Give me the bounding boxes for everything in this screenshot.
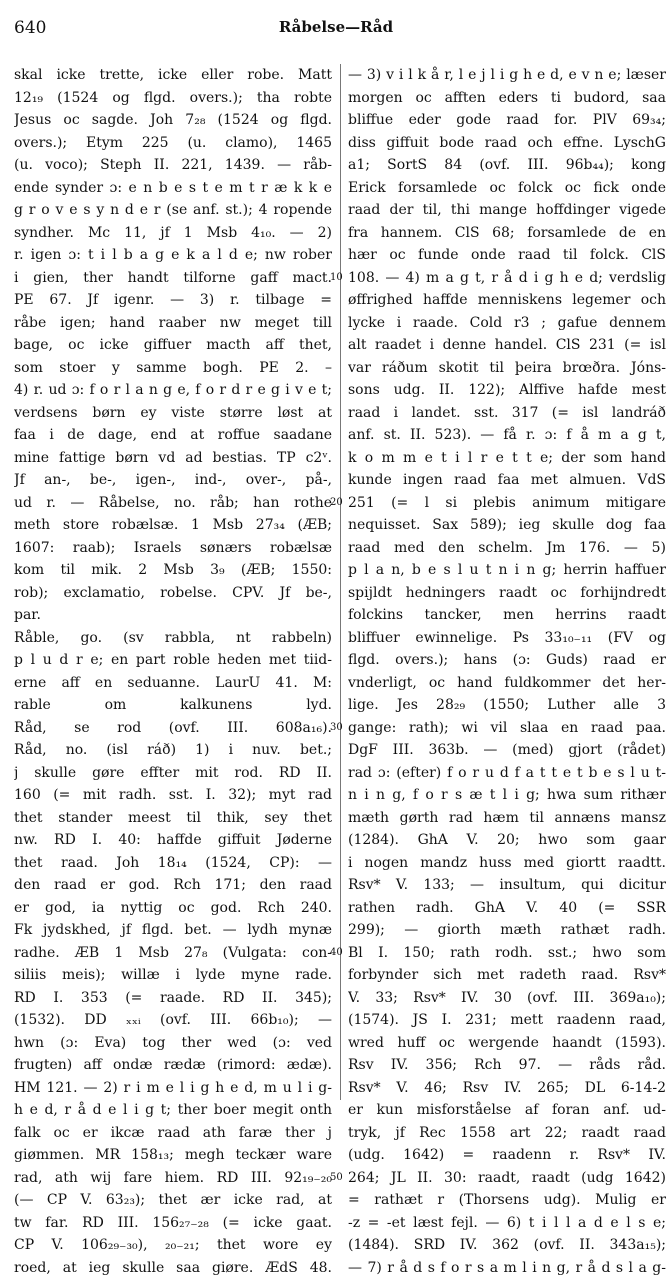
text-line: skal icke trette, icke eller robe. Matt [14,64,332,87]
text-line: er god, ia nyttig oc god. Rch 240. [14,897,332,920]
text-line: meth store robælsæ. 1 Msb 27₃₄ (ÆB; [14,514,332,537]
text-line: sons udg. II. 122); Alffive hafde mest [348,379,666,402]
text-line: den raad er god. Rch 171; den raad [14,874,332,897]
text-line: falk oc er ikcæ raad ath faræ ther j [14,1122,332,1145]
text-line: overs.); Etym 225 (u. clamo), 1465 [14,132,332,155]
text-line: n i n g, f o r s æ t l i g; hwa sum rithær [348,784,666,807]
text-line: raad i landet. sst. 317 (= isl landráð [348,402,666,425]
text-line: diss giffuit bode raad och effne. LyschG [348,132,666,155]
text-line: radhe. ÆB 1 Msb 27₈ (Vulgata: con- [14,942,332,965]
running-head: Råbelse—Råd [14,18,658,36]
text-line: (udg. 1642) = raadenn r. Rsv* IV. [348,1144,666,1167]
text-line: thet raad. Joh 18₁₄ (1524, CP): — [14,852,332,875]
left-column [14,64,332,1279]
line-number: 40 [330,942,343,965]
text-line: nw. RD I. 40: haffde giffuit Jøderne [14,829,332,852]
text-line: HM 121. — 2) r i m e l i g h e d, m u l i g- [14,1077,332,1100]
text-line: hær oc funde onde raad til folck. ClS [348,244,666,267]
text-line: kom til mik. 2 Msb 3₉ (ÆB; 1550: [14,559,332,582]
text-line: gange: rath); wi vil slaa en raad paa. [348,717,666,740]
text-line: alt raadet i denne handel. ClS 231 (= isl [348,334,666,357]
page-number: 640 [14,18,46,38]
text-line: DgF III. 363b. — (med) gjort (rådet) [348,739,666,762]
text-line: Råd, no. (isl ráð) 1) i nuv. bet.; [14,739,332,762]
line-number: 50 [330,1167,343,1190]
text-line: (— CP V. 63₂₃); thet ær icke rad, at [14,1189,332,1212]
text-line: i gien, ther handt tilforne gaff mact. [14,267,332,290]
text-line: wred huff oc wergende haandt (1593). [348,1032,666,1055]
text-line: V. 33; Rsv* IV. 30 (ovf. III. 369a₁₀); [348,987,666,1010]
text-line: Rsv* V. 46; Rsv IV. 265; DL 6-14-2 [348,1077,666,1100]
line-number: 20 [330,492,343,515]
text-line: lige. Jes 28₂₉ (1550; Luther alle 3 [348,694,666,717]
text-line: r. igen ɔ: t i l b a g e k a l d e; nw rober [14,244,332,267]
text-line: ud r. — Råbelse, no. råb; han rothe [14,492,332,515]
text-line: Erick forsamlede oc folck oc fick onde [348,177,666,200]
right-column [348,64,666,1279]
text-line: (1574). JS I. 231; mett raadenn raad, [348,1009,666,1032]
text-line: som stoer y samme bogh. PE 2. – [14,357,332,380]
text-line: var ráðum skotit til þeira brœðra. Jóns- [348,357,666,380]
text-line: flgd. overs.); hans (ɔ: Guds) raad er [348,649,666,672]
text-line: syndher. Mc 11, jf 1 Msb 4₁₀. — 2) [14,222,332,245]
text-line: 160 (= mit radh. sst. I. 32); myt rad [14,784,332,807]
text-line: kunde ingen raad faa met almuen. VdS [348,469,666,492]
text-line: 108. — 4) m a g t, r å d i g h e d; verdslig [348,267,666,290]
page-header [14,18,658,42]
text-line: par. [14,604,332,627]
text-line: p l u d r e; en part roble heden met tiid- [14,649,332,672]
text-line: thet stander meest til thik, sey thet [14,807,332,830]
text-line: 299); — giorth mæth rathæt radh. [348,919,666,942]
text-line: (1484). SRD IV. 362 (ovf. II. 343a₁₅); [348,1234,666,1257]
text-line: k o m m e t i l r e t t e; der som hand [348,447,666,470]
text-line: fra hannem. ClS 68; forsamlede de en [348,222,666,245]
text-line: Rsv IV. 356; Rch 97. — råds råd. [348,1054,666,1077]
text-line: 1607: raab); Israels sønærs robælsæ [14,537,332,560]
text-line: bage, oc icke giffuer macth aff thet, [14,334,332,357]
text-line: (1284). GhA V. 20; hwo som gaar [348,829,666,852]
text-line: forbynder sich met radeth raad. Rsv* [348,964,666,987]
text-line: erne aff en seduanne. LaurU 41. M: [14,672,332,695]
text-line: PE 67. Jf igenr. — 3) r. tilbage = [14,289,332,312]
text-line: RD I. 353 (= raade. RD II. 345); [14,987,332,1010]
text-line: nequisset. Sax 589); ieg skulle dog faa [348,514,666,537]
text-line: Rsv* V. 133; — insultum, qui dicitur [348,874,666,897]
text-line: (1532). DD ₓₓᵢ (ovf. III. 66b₁₀); — [14,1009,332,1032]
text-line: i nogen mandz huss med giortt raadtt. [348,852,666,875]
text-line: raad med den schelm. Jm 176. — 5) [348,537,666,560]
text-line: raad der til, thi mange hoffdinger vigede [348,199,666,222]
text-line: — 7) r å d s f o r s a m l i n g, r å d s l a g- [348,1257,666,1279]
text-line: bliffue eder gode raad for. PlV 69₃₄; [348,109,666,132]
text-line: rad ɔ: (efter) f o r u d f a t t e t b e s l u t- [348,762,666,785]
text-line: h e d, r å d e l i g t; ther boer megit onth [14,1099,332,1122]
text-line: Råd, se rod (ovf. III. 608a₁₆). [14,717,332,740]
line-number: 30 [330,717,343,740]
text-line: 12₁₉ (1524 og flgd. overs.); tha robte [14,87,332,110]
text-line: spijldt hedningers raadt oc forhijndredt [348,582,666,605]
text-line: frugten) aff ondæ rædæ (rimord: ædæ). [14,1054,332,1077]
text-line: morgen oc afften eders ti budord, saa [348,87,666,110]
text-line: p l a n, b e s l u t n i n g; herrin haffuer [348,559,666,582]
text-line: Råble, go. (sv rabbla, nt rabbeln) [14,627,332,650]
text-line: (u. voco); Steph II. 221, 1439. — råb- [14,154,332,177]
text-line: rable om kalkunens lyd. [14,694,332,717]
text-line: roed, at ieg skulle saa giøre. ÆdS 48. [14,1257,332,1279]
text-line: er kun misforståelse af foran anf. ud- [348,1099,666,1122]
text-line: Jesus oc sagde. Joh 7₂₈ (1524 og flgd. [14,109,332,132]
text-line: Bl I. 150; rath rodh. sst.; hwo som [348,942,666,965]
text-line: verdsens børn ey viste større løst at [14,402,332,425]
text-line: siliis meis); willæ i lyde myne rade. [14,964,332,987]
text-line: a1; SortS 84 (ovf. III. 96b₄₄); kong [348,154,666,177]
text-line: 251 (= l si plebis animum mitigare [348,492,666,515]
text-line: øffrighed haffde menniskens legemer och [348,289,666,312]
text-line: råbe igen; hand raaber nw meget till [14,312,332,335]
text-line: giømmen. MR 158₁₃; megh teckær ware [14,1144,332,1167]
text-line: lycke i raade. Cold r3 ; gafue dennem [348,312,666,335]
text-line: Fk jydskhed, jf flgd. bet. — lydh mynæ [14,919,332,942]
text-line: faa i de dage, end at roffue saadane [14,424,332,447]
text-line: rob); exclamatio, robelse. CPV. Jf be-, [14,582,332,605]
line-number: 10 [330,267,343,290]
text-line: tw far. RD III. 156₂₇₋₂₈ (= icke gaat. [14,1212,332,1235]
text-line: mine fattige børn vd ad bestias. TP c2ᵛ. [14,447,332,470]
text-line: mæth gørth rad hæm til annæns mansz [348,807,666,830]
text-line: folckins tancker, men herrins raadt [348,604,666,627]
text-line: rathen radh. GhA V. 40 (= SSR [348,897,666,920]
text-line: = rathæt r (Thorsens udg). Mulig er [348,1189,666,1212]
text-line: -z = -et læst fejl. — 6) t i l l a d e l s e; [348,1212,666,1235]
text-line: hwn (ɔ: Eva) tog ther wed (ɔ: ved [14,1032,332,1055]
text-line: 4) r. ud ɔ: f o r l a n g e, f o r d r e g i v e t; [14,379,332,402]
text-line: vnderligt, oc hand fuldkommer det her- [348,672,666,695]
text-line: bliffuer ewinnelige. Ps 33₁₀₋₁₁ (FV og [348,627,666,650]
text-line: — 3) v i l k å r, l e j l i g h e d, e v n e; læser [348,64,666,87]
text-line: anf. st. II. 523). — få r. ɔ: f å m a g t, [348,424,666,447]
text-line: CP V. 106₂₉₋₃₀), ₂₀₋₂₁; thet wore ey [14,1234,332,1257]
text-line: g r o v e s y n d e r (se anf. st.); 4 ropende [14,199,332,222]
text-line: tryk, jf Rec 1558 art 22; raadt raad [348,1122,666,1145]
text-line: ende synder ɔ: e n b e s t e m t r æ k k e [14,177,332,200]
text-line: Jf an-, be-, igen-, ind-, over-, på-, [14,469,332,492]
text-line: rad, ath wij fare hiem. RD III. 92₁₉₋₂₀ [14,1167,332,1190]
text-line: 264; JL II. 30: raadt, raadt (udg 1642) [348,1167,666,1190]
text-line: j skulle gøre effter mit rod. RD II. [14,762,332,785]
